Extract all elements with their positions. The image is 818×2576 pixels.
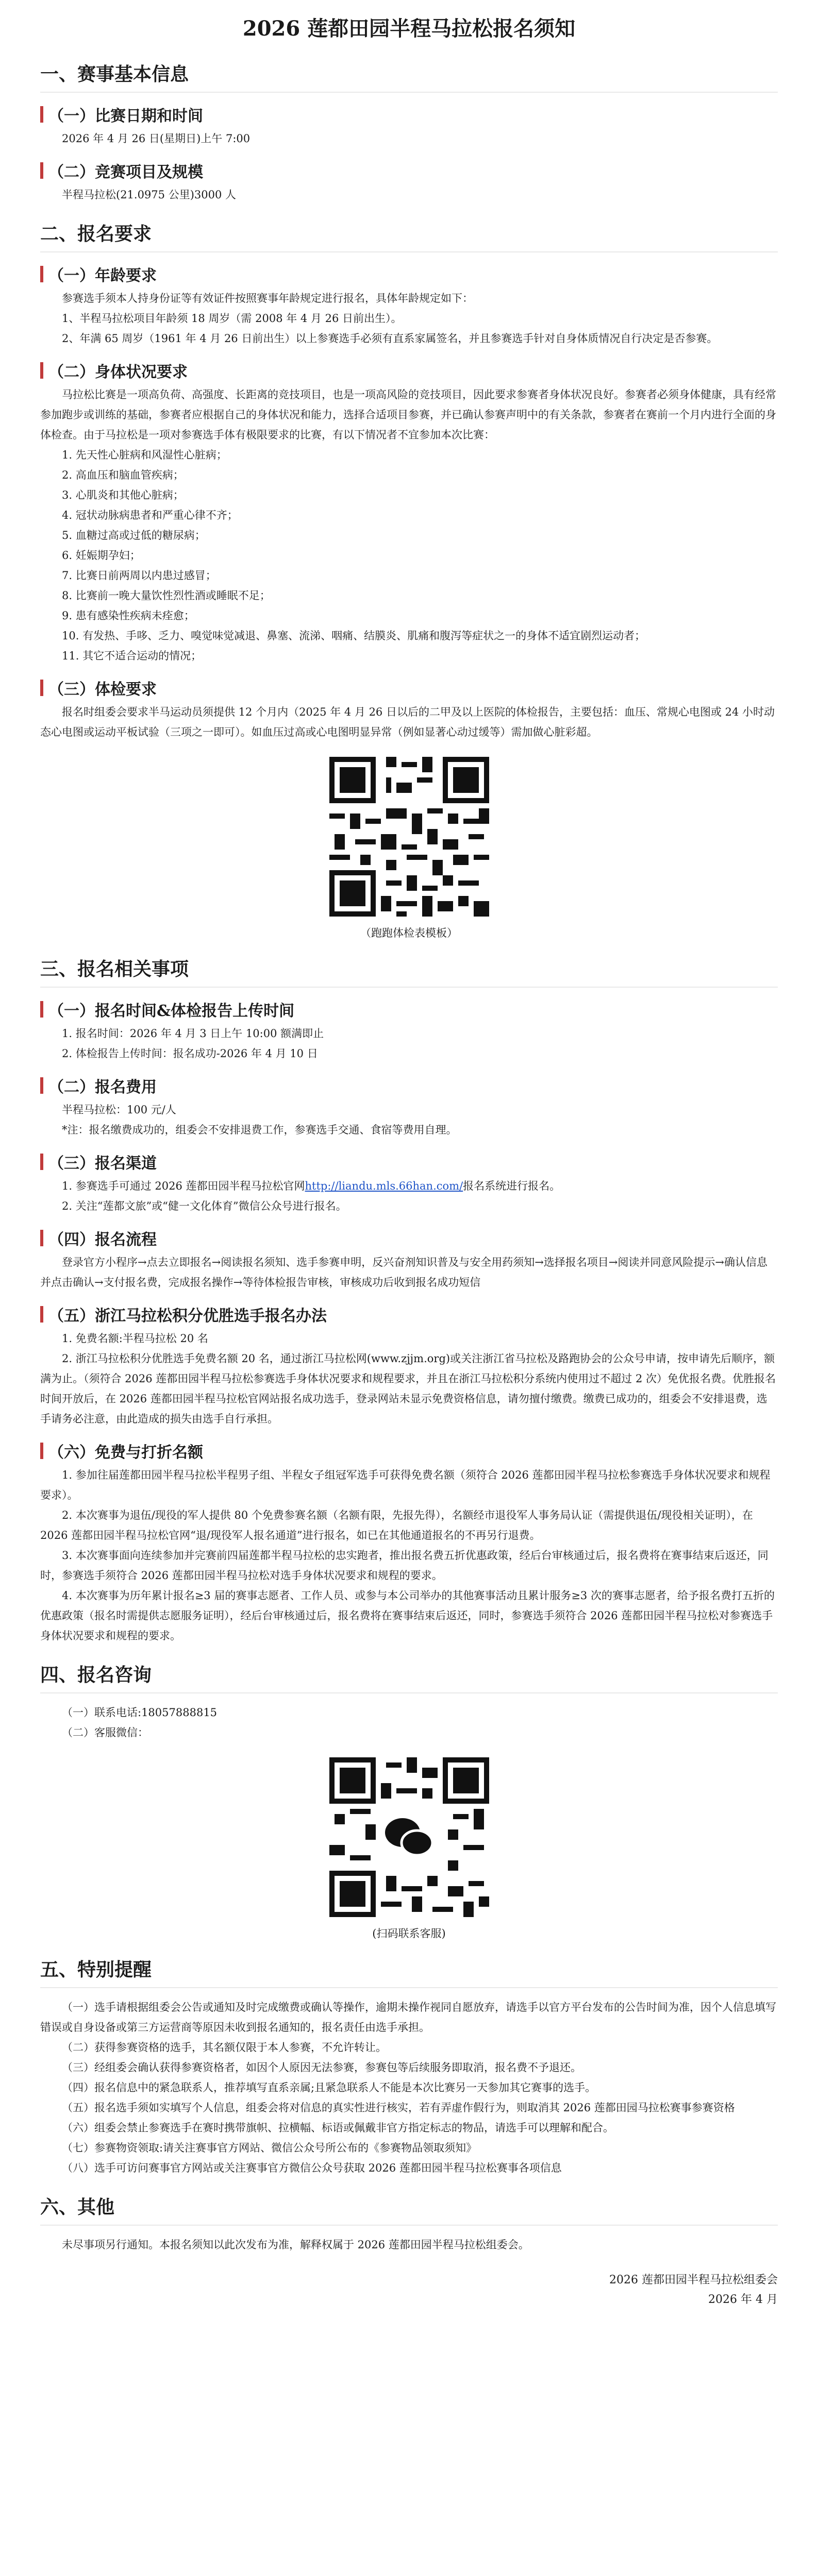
fee-text: 半程马拉松：100 元/人 [62,1104,176,1116]
age-line: 2、年满 65 周岁（1961 年 4 月 26 日前出生）以上参赛选手必须有直系家属签名，并且参赛选手针对自身体质情况自行决定是否参赛。 [62,332,718,345]
signature-date: 2026 年 4 月 [708,2293,778,2306]
subheading-3e [40,1303,778,1326]
heading-marker [40,106,43,123]
divider [40,987,778,988]
subheading-1a [40,103,778,126]
registration-flow: 登录官方小程序→点去立即报名→阅读报名须知、选手参赛申明，反兴奋剂知识普及与安全用药须知→选择报名项目→阅读并同意风险提示→确认信息并点击确认→支付报名费，完成报名操作→等待体检报告审核，审核成功后收到报名成功短信 [40,1256,767,1289]
channel-line-1-prefix: 1. 参赛选手可通过 2026 莲都田园半程马拉松官网 [62,1180,305,1192]
points-line: 2. 浙江马拉松积分优胜选手免费名额 20 名，通过浙江马拉松网(www.zjjm.org)或关注浙江省马拉松及路跑协会的公众号申请，按申请先后顺序，额满为止。（须符合 2026 莲都田园半程马拉松参赛选手身体状况要求和规程要求，并且在浙江马拉松积分系统内使用过不超过 2 次）免优报名费。优胜报名时间开放后，在 2026 莲都田园半程马拉松官网站报名成功选手，登录网站未显示免费资格信息，请勿擅付缴费。缴费已成功的，组委会不安排退费，选手请务必注意，由此造成的损失由选手自行承担。 [40,1352,776,1425]
subheading-2c [40,676,778,699]
subheading-1b-text: （二）竞赛项目及规模 [48,163,203,181]
subheading-3b-text: （二）报名费用 [48,1078,157,1096]
section-6-heading: 六、其他 [40,2196,115,2218]
health-item: 5. 血糖过高或过低的糖尿病； [62,529,206,541]
discount-line: 2. 本次赛事为退伍/现役的军人提供 80 个免费参赛名额（名额有限，先报先得），名额经市退役军人事务局认证（需提供退伍/现役相关证明），在 2026 莲都田园半程马拉松官网“退/现役军人报名通道”进行报名，如已在其他通道报名的不再另行退费。 [40,1509,753,1541]
channel-line-2: 2. 关注“莲都文旅”或“健一文化体育”微信公众号进行报名。 [62,1200,347,1212]
heading-marker [40,362,43,379]
reminder-item: （八）选手可访问赛事官方网站或关注赛事官方微信公众号获取 2026 莲都田园半程马拉松赛事各项信息 [62,2162,562,2174]
divider [40,251,778,252]
section-4-heading: 四、报名咨询 [40,1664,152,1686]
discount-line: 3. 本次赛事面向连续参加并完赛前四届莲都半程马拉松的忠实跑者，推出报名费五折优惠政策，经后台审核通过后，报名费将在赛事结束后返还，同时，参赛选手须符合 2026 莲都田园半程马拉松对选手身体状况要求和规程的要求。 [40,1549,769,1582]
qr-code-icon[interactable] [324,1752,494,1922]
health-item: 8. 比赛前一晚大量饮性烈性酒或睡眠不足； [62,589,271,602]
other-text: 未尽事项另行通知。本报名须知以此次发布为准，解释权属于 2026 莲都田园半程马拉松组委会。 [62,2239,529,2251]
qr-code-icon[interactable] [324,752,494,922]
subheading-3c [40,1150,778,1173]
medical-check-text: 报名时组委会要求半马运动员须提供 12 个月内（2025 年 4 月 26 日以后的二甲及以上医院的体检报告，主要包括：血压、常规心电图或 24 小时动态心电图或运动平板试验（三项之一即可）。如血压过高或心电图明显异常（例如显著心动过缓等）需加做心脏彩超。 [40,706,775,738]
heading-marker [40,266,43,282]
subheading-2c-text: （三）体检要求 [48,681,157,699]
health-intro: 马拉松比赛是一项高负荷、高强度、长距离的竞技项目，也是一项高风险的竞技项目，因此要求参赛者身体状况良好。参赛者必须身体健康，具有经常参加跑步或训练的基础，参赛者应根据自己的身体状况和能力，选择合适项目参赛，并已确认参赛声明中的有关条款，参赛者在赛前一个月内进行全面的身体检查。由于马拉松是一项对参赛选手体有极限要求的比赛，有以下情况者不宜参加本次比赛： [40,388,776,441]
health-item: 11. 其它不适合运动的情况； [62,650,202,662]
heading-marker [40,1154,43,1170]
discount-line: 4. 本次赛事为历年累计报名≥3 届的赛事志愿者、工作人员、或参与本公司举办的其他赛事活动且累计服务≥3 次的赛事志愿者，给予报名费打五折的优惠政策（报名时需提供志愿服务证明），经后台审核通过后，报名费将在赛事结束后返还，同时，参赛选手须符合 2026 莲都田园半程马拉松对参赛选手身体状况要求和规程的要求。 [40,1589,775,1642]
channel-line-1 [40,1176,778,1196]
reminder-item: （七）参赛物资领取:请关注赛事官方网站、微信公众号所公布的《参赛物品领取须知》 [62,2142,477,2154]
health-item: 7. 比赛日前两周以内患过感冒； [62,569,216,582]
heading-marker [40,1001,43,1018]
health-item: 9. 患有感染性疾病未痊愈； [62,609,195,622]
subheading-2a-text: （一）年龄要求 [48,267,157,285]
section-1-heading: 一、赛事基本信息 [40,63,189,85]
page-title: 2026 莲都田园半程马拉松报名须知 [242,16,576,41]
fee-note: *注：报名缴费成功的，组委会不安排退费工作，参赛选手交通、食宿等费用自理。 [62,1124,457,1136]
race-scale: 半程马拉松(21.0975 公里)3000 人 [62,189,237,201]
reminder-item: （四）报名信息中的紧急联系人，推荐填写直系亲属;且紧急联系人不能是本次比赛另一天参加其它赛事的选手。 [62,2081,596,2094]
subheading-1a-text: （一）比赛日期和时间 [48,107,203,125]
health-item: 3. 心肌炎和其他心脏病； [62,489,184,501]
official-site-link[interactable]: http://liandu.mls.66han.com/ [305,1180,463,1192]
subheading-3f [40,1439,778,1462]
qr-caption: (扫码联系客服) [372,1927,446,1940]
section-2-heading: 二、报名要求 [40,223,152,245]
health-item: 2. 高血压和脑血管疾病； [62,469,184,481]
subheading-3c-text: （三）报名渠道 [48,1155,157,1173]
signature-org: 2026 莲都田园半程马拉松组委会 [609,2274,778,2286]
reminder-item: （二）获得参赛资格的选手，其名额仅限于本人参赛，不允许转让。 [62,2041,387,2054]
subheading-3e-text: （五）浙江马拉松积分优胜选手报名办法 [48,1307,327,1325]
reminder-item: （五）报名选手须如实填写个人信息，组委会将对信息的真实性进行核实，若有弄虚作假行为，则取消其 2026 莲都田园马拉松赛事参赛资格 [62,2102,735,2114]
heading-marker [40,1443,43,1459]
health-form-qr-block [40,752,778,940]
heading-marker [40,680,43,696]
health-item: 10. 有发热、手哆、乏力、嗅觉味觉减退、鼻塞、流涕、咽痛、结膜炎、肌痛和腹泻等症状之一的身体不适宜剧烈运动者； [62,630,646,642]
race-time: 2026 年 4 月 26 日(星期日)上午 7:00 [62,132,251,145]
reminder-item: （一）选手请根据组委会公告或通知及时完成缴费或确认等操作，逾期未操作视同自愿放弃，请选手以官方平台发布的公告时间为准，因个人信息填写错误或自身设备或第三方运营商等原因未收到报名通知的，报名责任由选手承担。 [40,2001,776,2033]
heading-marker [40,162,43,179]
subheading-2b-text: （二）身体状况要求 [48,363,188,381]
subheading-3a [40,998,778,1021]
subheading-3d [40,1227,778,1249]
divider [40,1987,778,1988]
qr-caption: （跑跑体检表模板） [360,927,458,939]
contact-wechat: （二）客服微信： [62,1726,148,1739]
points-line: 1. 免费名额:半程马拉松 20 名 [62,1332,208,1345]
subheading-2b [40,359,778,382]
subheading-3d-text: （四）报名流程 [48,1231,157,1249]
divider [40,2225,778,2226]
heading-marker [40,1077,43,1094]
reminder-item: （六）组委会禁止参赛选手在赛时携带旗帜、拉横幅、标语或佩戴非官方指定标志的物品，请选手可以理解和配合。 [62,2122,614,2134]
registration-time: 1. 报名时间：2026 年 4 月 3 日上午 10:00 额满即止 [62,1027,324,1040]
subheading-3a-text: （一）报名时间&体检报告上传时间 [48,1002,295,1020]
section-5-heading: 五、特别提醒 [40,1959,152,1980]
heading-marker [40,1306,43,1323]
reminder-item: （三）经组委会确认获得参赛资格者，如因个人原因无法参赛，参赛包等后续服务即取消，报名费不予退还。 [62,2061,581,2074]
health-item: 6. 妊娠期孕妇； [62,549,141,562]
channel-line-1-suffix: 报名系统进行报名。 [463,1180,561,1192]
section-3-heading: 三、报名相关事项 [40,958,189,980]
subheading-3f-text: （六）免费与打折名额 [48,1444,203,1462]
health-item: 4. 冠状动脉病患者和严重心律不齐； [62,509,238,521]
discount-line: 1. 参加往届莲都田园半程马拉松半程男子组、半程女子组冠军选手可获得免费名额（须符合 2026 莲都田园半程马拉松参赛选手身体状况要求和规程要求）。 [40,1469,771,1501]
subheading-3b [40,1074,778,1097]
report-upload-time: 2. 体检报告上传时间：报名成功-2026 年 4 月 10 日 [62,1047,318,1060]
health-item: 1. 先天性心脏病和风湿性心脏病； [62,449,227,461]
subheading-2a [40,263,778,285]
divider [40,92,778,93]
contact-phone: （一）联系电话:18057888815 [62,1706,218,1719]
divider [40,1692,778,1693]
age-line: 1、半程马拉松项目年龄须 18 周岁（需 2008 年 4 月 26 日前出生）。 [62,312,402,325]
customer-service-qr-block [40,1752,778,1941]
heading-marker [40,1230,43,1246]
age-line: 参赛选手须本人持身份证等有效证件按照赛事年龄规定进行报名，具体年龄规定如下： [62,292,473,304]
subheading-1b [40,159,778,182]
